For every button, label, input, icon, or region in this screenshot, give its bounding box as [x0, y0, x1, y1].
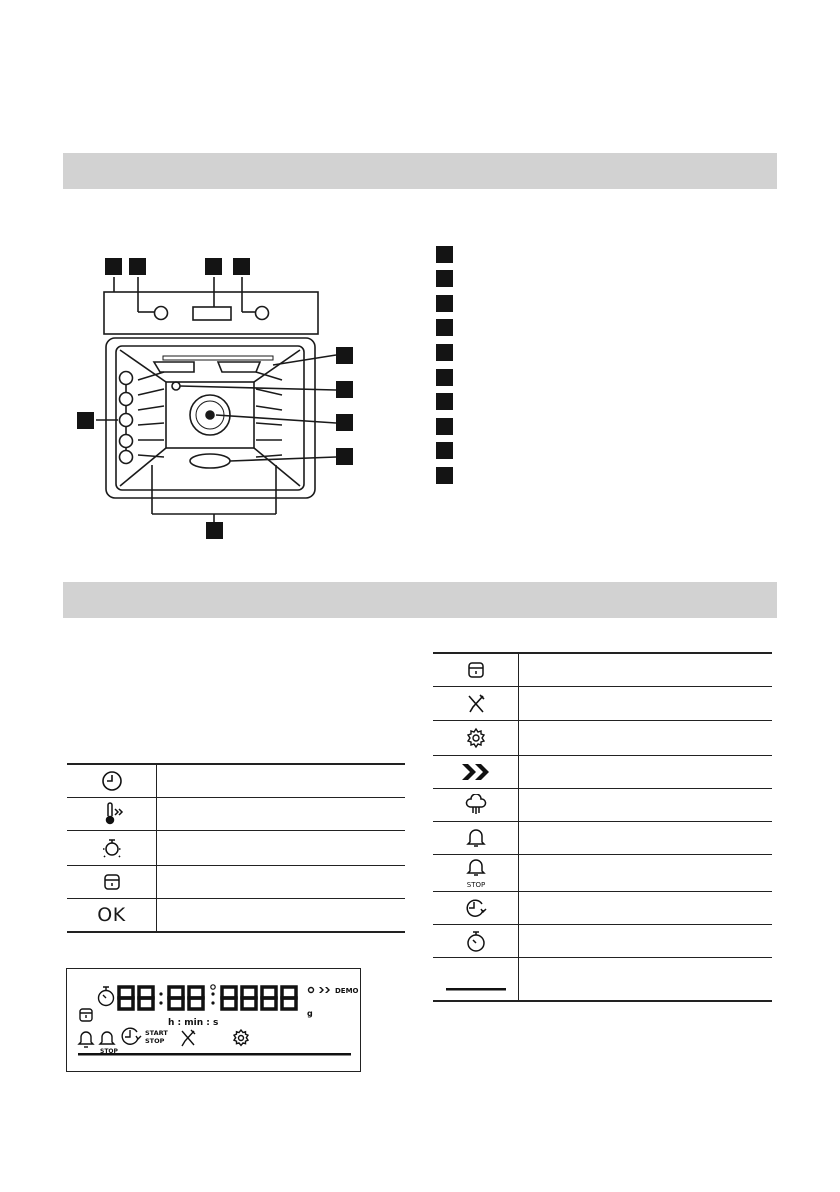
table-cell-icon — [67, 866, 157, 899]
oven-callout-2 — [129, 258, 146, 275]
fast-heat-up-icon — [99, 802, 125, 826]
table-cell-description — [519, 653, 773, 687]
knob-right — [256, 307, 269, 320]
legend-marker — [436, 442, 453, 459]
svg-text:STOP: STOP — [100, 1048, 118, 1055]
table-cell-description — [519, 822, 773, 855]
legend-marker — [436, 270, 453, 287]
oven-callout-5 — [336, 347, 353, 364]
table-cell-icon — [433, 855, 519, 892]
table-cell-icon — [67, 899, 157, 933]
table-row — [433, 855, 772, 892]
table-cell-description — [519, 958, 773, 1002]
display-panel — [66, 968, 361, 1072]
table-row — [67, 866, 405, 899]
table-cell-description — [519, 721, 773, 756]
bell-stop-icon — [461, 857, 491, 889]
table-cell-icon — [67, 831, 157, 866]
control-panel-outline — [104, 292, 318, 334]
progress-bar-icon — [444, 964, 508, 994]
end-time-icon — [464, 897, 488, 919]
table-row — [433, 653, 772, 687]
table-cell-description — [519, 925, 773, 958]
table-cell-icon — [433, 789, 519, 822]
table-cell-description — [157, 764, 406, 798]
oven-callout-9 — [206, 522, 223, 539]
table-cell-icon — [433, 721, 519, 756]
table-row — [67, 764, 405, 798]
steam-icon — [465, 794, 487, 816]
oven-illustration — [68, 250, 368, 550]
oven-light-icon — [100, 836, 124, 860]
table-cell-icon — [433, 925, 519, 958]
table-row — [433, 789, 772, 822]
gear-icon — [465, 727, 487, 749]
oven-callout-1 — [105, 258, 122, 275]
clock-icon — [101, 770, 123, 792]
table-cell-description — [519, 789, 773, 822]
svg-text:DEMO: DEMO — [335, 987, 359, 995]
legend-marker — [436, 418, 453, 435]
bell-icon — [466, 827, 486, 849]
legend-marker — [436, 369, 453, 386]
table-cell-description — [157, 831, 406, 866]
ok-label: OK — [97, 904, 126, 926]
table-cell-icon — [433, 822, 519, 855]
svg-text:g: g — [307, 1009, 313, 1018]
svg-text:h : min : s: h : min : s — [168, 1018, 219, 1028]
table-cell-description — [519, 687, 773, 721]
table-row — [433, 958, 772, 1002]
display-window — [193, 307, 231, 320]
legend-marker — [436, 344, 453, 361]
section-header-bar-control-panel — [63, 582, 777, 618]
table-row — [433, 822, 772, 855]
oven-callout-6 — [336, 381, 353, 398]
table-row — [67, 831, 405, 866]
table-cell-icon — [433, 756, 519, 789]
section-header-bar-oven — [63, 153, 777, 189]
table-cell-icon — [67, 764, 157, 798]
legend-marker — [436, 393, 453, 410]
oven-callout-10 — [77, 412, 94, 429]
table-row — [433, 721, 772, 756]
stopwatch-icon — [465, 929, 487, 953]
oven-callout-8 — [336, 448, 353, 465]
table-row — [433, 925, 772, 958]
table-cell-icon — [433, 653, 519, 687]
svg-text:START: START — [145, 1029, 168, 1037]
table-row — [433, 892, 772, 925]
display-illustration — [67, 969, 360, 1071]
oven-callout-3 — [205, 258, 222, 275]
table-row — [67, 899, 405, 933]
svg-text:STOP: STOP — [145, 1037, 165, 1045]
table-cell-description — [519, 855, 773, 892]
table-cell-description — [519, 756, 773, 789]
table-cell-icon — [67, 798, 157, 831]
table-cell-icon — [433, 687, 519, 721]
legend-marker — [436, 246, 453, 263]
table-cell-icon — [433, 892, 519, 925]
legend-marker — [436, 319, 453, 336]
lock-icon — [466, 660, 486, 680]
lock-icon — [102, 872, 122, 892]
table-row — [433, 687, 772, 721]
oven-callout-7 — [336, 414, 353, 431]
table-row — [67, 798, 405, 831]
table-cell-description — [157, 899, 406, 933]
table-cell-description — [157, 798, 406, 831]
indicator-table — [433, 652, 772, 1002]
legend-marker — [436, 295, 453, 312]
table-row — [433, 756, 772, 789]
table-cell-description — [157, 866, 406, 899]
table-cell-description — [519, 892, 773, 925]
knob-left — [155, 307, 168, 320]
oven-callout-4 — [233, 258, 250, 275]
legend-marker — [436, 467, 453, 484]
svg-text:STOP: STOP — [466, 881, 485, 889]
sensor-field-table — [67, 763, 405, 933]
double-chevron-icon — [460, 762, 492, 782]
cutlery-icon — [465, 693, 487, 715]
table-cell-icon — [433, 958, 519, 1002]
